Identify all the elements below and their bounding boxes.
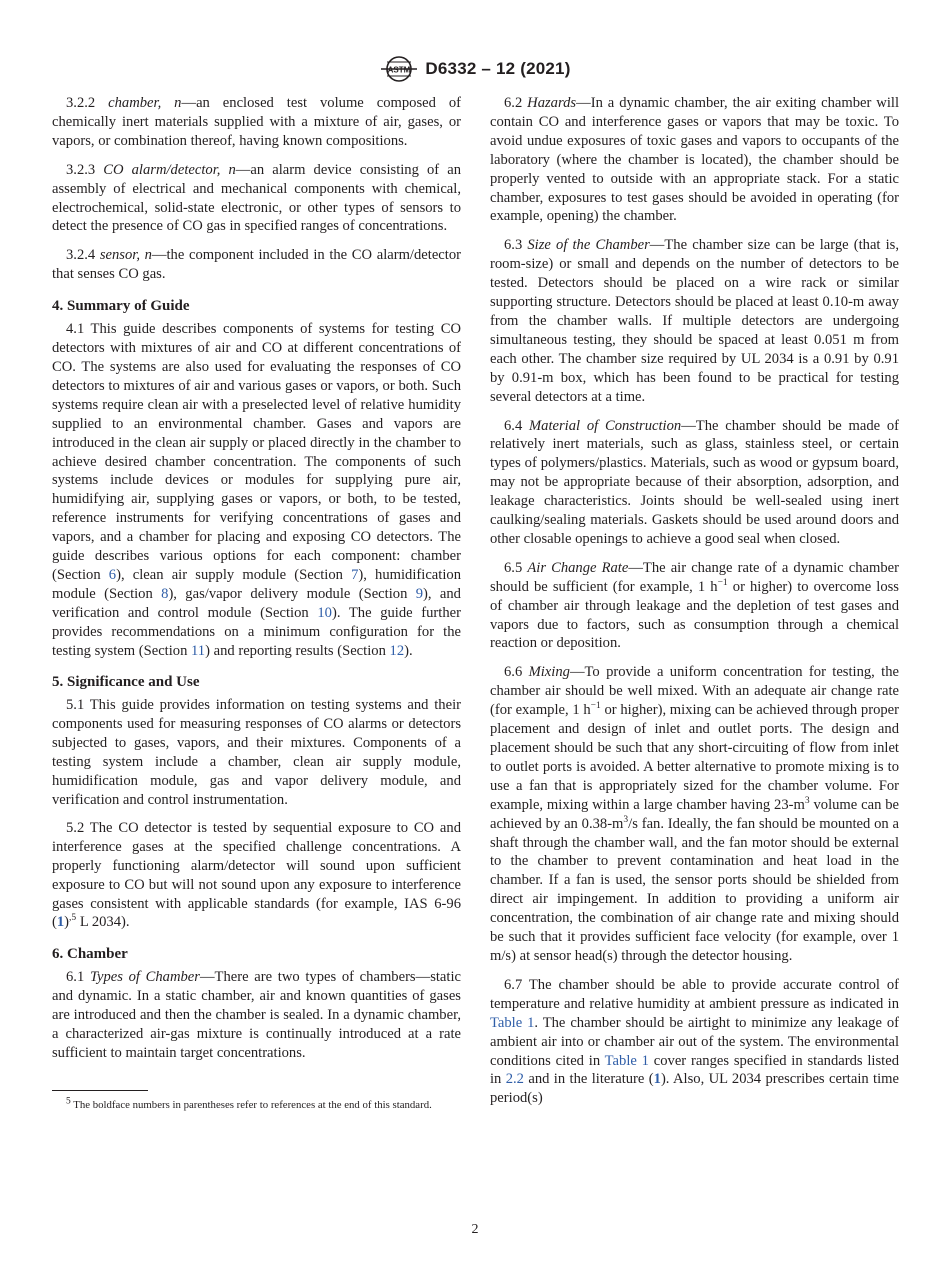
cross-reference-link[interactable]: 11: [191, 642, 206, 659]
paragraph: [52, 696, 461, 809]
paragraph: [490, 663, 899, 966]
text-run: 5.1 This guide provides information on testing systems and their components used for measuring responses of CO alarms or detectors subjected to gases, vapors, and their mixtures. Components of a testing system include a chamber, clean air supply module, humidification module, gas and vapor delivery module, and verification and control instrumentation.: [52, 697, 461, 808]
superscript: ,5: [69, 913, 77, 924]
text-run: ), humidification module (Section: [52, 566, 461, 602]
paragraph: [490, 417, 899, 549]
text-run: 3.2.4: [66, 247, 100, 264]
superscript: −1: [590, 701, 601, 712]
term-italic: Hazards: [527, 95, 577, 111]
text-run: cover ranges specified in standards listed in: [490, 1052, 899, 1088]
paragraph: [490, 94, 899, 226]
right-column: [490, 94, 899, 1108]
paragraph: [52, 968, 461, 1063]
text-run: —There are two types of chambers—static and dynamic. In a static chamber, air and known quantities of gases are introduced and then the chamber is sealed. In a dynamic chamber, a characterized air-gas mixture is continually introduced at a rate sufficient to maintain target concentrations.: [52, 969, 461, 1061]
text-run: or higher), mixing can be achieved through proper placement and design of inlet and outlet ports. The design and placement should be such that any short-circuiting of flow from inlet to outlet ports is avoided. A better alternative to promote mixing is to use a fan that is appropriately sized for the chamber volume. For example, mixing within a large chamber having 23-m: [490, 702, 900, 813]
term-italic: Material of Construction: [529, 417, 682, 434]
left-column: [52, 94, 461, 1113]
cross-reference-link[interactable]: Table 1: [490, 1014, 535, 1031]
astm-logo-text: ASTM: [388, 65, 411, 75]
footnote-rule: [52, 1090, 148, 1091]
cross-reference-link[interactable]: 2.2: [505, 1071, 524, 1088]
text-run: —The chamber size can be large (that is, room-size) or small and depends on the number of detectors to be tested. Detectors should be placed on a wire rack or similar supporting structure. Detectors should be placed at least 0.10-m away from the chamber walls. If multiple detectors are undergoing simultaneous testing, they should be spaced at least 0.051 m from each other. The chamber size required by UL 2034 is a 0.91 by 0.91 by 0.91-m box, which has been found to be practical for testing several detectors at a time.: [490, 237, 899, 405]
text-run: —In a dynamic chamber, the air exiting chamber will contain CO and interference gases or vapors that may be toxic. To avoid undue exposures of toxic gases and vapors to occupants of the laboratory (where the chamber is located), the chamber should be properly vented to outside with an appropriate stack. For a static chamber, exposures to test gases should be avoided in operating (for example, opening) the chamber.: [490, 95, 899, 225]
page-number: 2: [471, 1222, 479, 1237]
section-heading: 4. Summary of Guide: [52, 298, 190, 315]
superscript: −1: [717, 577, 728, 588]
text-run: 6.1: [66, 969, 90, 986]
paragraph: [490, 976, 899, 1108]
text-run: volume can be achieved by an 0.38-m: [490, 796, 899, 832]
text-run: ), clean air supply module (Section: [116, 566, 352, 583]
term-italic: sensor, n: [99, 247, 152, 264]
text-run: —The air change rate of a dynamic chamber should be sufficient (for example, 1 h: [490, 559, 899, 595]
text-run: and in the literature (: [523, 1071, 654, 1088]
cross-reference-link[interactable]: 12: [389, 642, 405, 659]
text-run: ). The guide further provides recommendations on a minimum configuration for the testing system (Section: [52, 604, 461, 659]
astm-logo-icon: [379, 56, 419, 82]
superscript: 5: [66, 1096, 71, 1107]
text-run: —the component included in the CO alarm/detector that senses CO gas.: [52, 247, 461, 283]
term-italic: Size of the Chamber: [527, 237, 650, 254]
paragraph: [52, 161, 461, 237]
text-run: —The chamber should be made of relatively inert materials, such as glass, stainless steel, or certain types of polymers/plastics. Materials, such as wood or gypsum board, may not be appropriate because of their absorption, adsorption, and leakage characteristics. Joints should be well-sealed using inert caulking/sealing materials. Gaskets should be used around doors and other closable openings to achieve a good seal when closed.: [490, 417, 900, 547]
reference-link[interactable]: 1: [653, 1071, 661, 1088]
text-run: 6.7 The chamber should be able to provide accurate control of temperature and relative humidity at ambient pressure as indicated in: [490, 976, 899, 1012]
text-run: 3.2.3: [66, 161, 104, 178]
term-italic: Air Change Rate: [527, 559, 629, 576]
text-run: . The chamber should be airtight to minimize any leakage of ambient air into or chamber air out of the system. The environmental conditions cited in: [490, 1014, 899, 1069]
superscript: 3: [804, 795, 810, 806]
text-run: ), gas/vapor delivery module (Section: [168, 585, 416, 602]
paragraph: [52, 320, 461, 660]
text-run: —an alarm device consisting of an assembly of electrical and mechanical components with chemical, electrochemical, solid-state electronic, or other types of sensors to detect the presence of CO gas in specified ranges of concentrations.: [52, 161, 462, 235]
text-run: 6.5: [504, 559, 528, 576]
cross-reference-link[interactable]: 7: [351, 566, 359, 583]
paragraph: [490, 559, 899, 654]
paragraph: [490, 236, 899, 406]
paragraph: [52, 94, 461, 151]
text-run: The boldface numbers in parentheses refer to references at the end of this standard.: [70, 1098, 432, 1111]
text-run: /s fan. Ideally, the fan should be mounted on a shaft through the chamber wall, and the fan motor should be external to the chamber to prevent contamination and heat load in the chamber. If a fan is used, the sensor ports should be shielded from direct air impingement. In addition to providing a uniform air concentration, the combination of air change rate and mixing should be such that it provides sufficient face velocity (for example, over 1 m/s) at sensor head(s) through the detector housing.: [490, 815, 900, 964]
cross-reference-link[interactable]: 9: [415, 585, 424, 602]
reference-link[interactable]: 1: [56, 914, 65, 931]
text-run: ).: [404, 642, 413, 659]
cross-reference-link[interactable]: 6: [108, 566, 117, 583]
text-run: ), and verification and control module (Section: [52, 585, 461, 621]
cross-reference-link[interactable]: 10: [317, 604, 332, 621]
document-designation: D6332 – 12 (2021): [425, 59, 571, 78]
section-heading: 6. Chamber: [52, 946, 128, 963]
term-italic: Types of Chamber: [89, 969, 200, 986]
paragraph: [52, 819, 461, 932]
text-run: 6.4: [504, 417, 530, 434]
text-run: 5.2 The CO detector is tested by sequential exposure to CO and interference gases at the specified challenge concentrations. A properly functioning alarm/detector will sound upon sufficient exposure to CO but will not sound upon any exposure to interference gases consistent with applicable standards (for example, IAS 6-96 (: [52, 819, 461, 931]
text-run: or higher) to overcome loss of chamber air through leakage and the depletion of test gases and vapors due to factors, such as consumption through a chemical reaction or deposition.: [490, 578, 899, 652]
footnote: [52, 1098, 461, 1113]
superscript: 3: [623, 814, 629, 825]
text-run: 4.1 This guide describes components of systems for testing CO detectors with mixtures of air and CO at different concentrations of CO. The systems are also used for evaluating the responses of CO detectors to mixtures of air and various gases or vapors, or both. Such systems require clean air with a preselected level of relative humidity supplied to an environmental chamber. Gases and vapors are introduced in the clean air supply or placed directly in the chamber to achieve desired chamber concentration. The components of such systems include devices or modules for supplying pure air, humidifying air, supplying gases or vapors, or both, to be tested, reference instruments for verifying concentrations of gases and vapors, and a chamber for placing and exposing CO detectors. The guide describes various options for each component: chamber (Section: [52, 321, 461, 583]
text-run: ): [64, 914, 70, 931]
text-run: L 2034).: [76, 914, 130, 931]
term-italic: Mixing: [528, 664, 570, 681]
text-run: ) and reporting results (Section: [205, 642, 390, 659]
term-italic: CO alarm/detector, n: [103, 161, 236, 178]
text-run: 3.2.2: [66, 95, 109, 111]
text-run: —an enclosed test volume composed of chemically inert materials supplied with a mixture of air, gases, or vapors, or combination thereof, having known compositions.: [52, 95, 461, 149]
section-heading: 5. Significance and Use: [52, 674, 200, 691]
paragraph: [52, 246, 461, 284]
text-run: 6.3: [504, 237, 528, 254]
text-run: 6.6: [504, 664, 529, 681]
page-header: [0, 56, 950, 82]
text-run: 6.2: [504, 95, 528, 111]
cross-reference-link[interactable]: 8: [161, 585, 169, 602]
text-run: —To provide a uniform concentration for testing, the chamber air should be well mixed. With an adequate air change rate (for example, 1 h: [490, 664, 900, 719]
cross-reference-link[interactable]: Table 1: [604, 1052, 649, 1069]
term-italic: chamber, n: [108, 95, 182, 111]
text-run: ). Also, UL 2034 prescribes certain time period(s): [490, 1071, 899, 1107]
